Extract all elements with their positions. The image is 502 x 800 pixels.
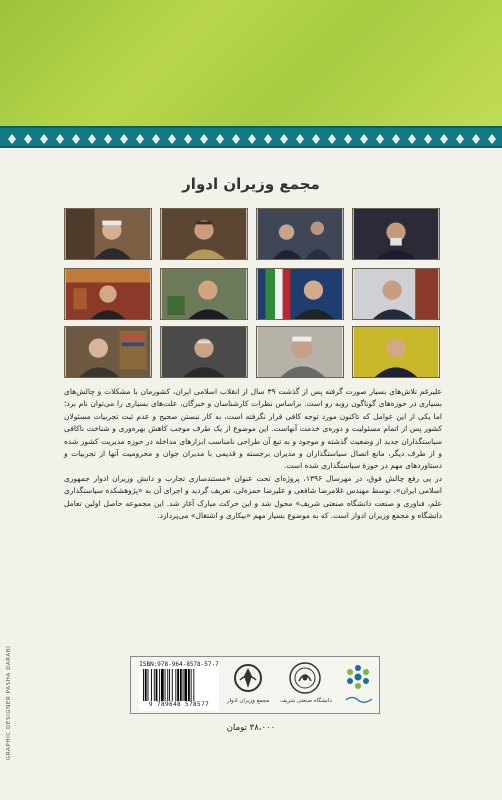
ornament-motif [424, 134, 432, 144]
barcode-bar [143, 669, 144, 701]
barcode-bar [154, 669, 155, 701]
barcode-bar [172, 669, 173, 701]
portrait-photo [64, 268, 152, 320]
barcode-bar [159, 669, 160, 701]
portrait-grid [64, 208, 442, 378]
research-institute-wordmark-icon [344, 694, 374, 704]
ornament-motif [376, 134, 384, 144]
ornament-motif [280, 134, 288, 144]
ornament-motif [184, 134, 192, 144]
ornament-motif [328, 134, 336, 144]
barcode-bar [180, 669, 182, 701]
designer-credit: GRAPHIC DESIGNER PASHA DARABI [6, 645, 12, 760]
ornament-motif [136, 134, 144, 144]
ornament-motif [232, 134, 240, 144]
ornament-pattern-icon [0, 128, 502, 150]
portrait-photo [256, 326, 344, 378]
ornament-motif [24, 134, 32, 144]
ornament-motif [408, 134, 416, 144]
portrait-photo [352, 208, 440, 260]
sharif-university-seal-icon [288, 661, 322, 695]
ornament-motif [120, 134, 128, 144]
ornament-motif [488, 134, 496, 144]
ornament-motif [440, 134, 448, 144]
portrait-photo [160, 208, 248, 260]
ornament-motif [104, 134, 112, 144]
ornament-motif [88, 134, 96, 144]
barcode-digits: 9 789648 578577 [148, 701, 210, 708]
ornament-motif [344, 134, 352, 144]
barcode-bar [165, 669, 166, 701]
barcode-bar [169, 669, 170, 701]
research-institute-logo-icon [343, 662, 373, 692]
barcode-icon [142, 669, 216, 701]
publisher-caption: دانشگاه صنعتی شریف [280, 698, 332, 704]
ornament-motif [56, 134, 64, 144]
ornament-motif [456, 134, 464, 144]
ornament-motif [168, 134, 176, 144]
ornament-motif [296, 134, 304, 144]
isbn-label: ISBN:978-964-8578-57-7 [139, 661, 219, 668]
barcode-bar [156, 669, 158, 701]
ornament-motif [312, 134, 320, 144]
barcode-bar [145, 669, 147, 701]
description-paragraph: در پی رفع چالش فوق، در مهرسال ۱۳۹۶، پروژه‌ای تحت عنوان «مستندسازی تجارب و دانش وزیران ادوار جمهوری اسلامی ایران»، توسط مهندس غلامرضا شافعی و علیرضا حمزه‌لی، تعریف گردید و اجرای آن به «پژوهشکده سیاستگذاری علم، فناوری و صنعت دانشگاه صنعتی شریف» محول شد و این حرکت مبارک آغاز شد. این مجموعه حاصل اولین تعامل دانشگاه و مجمع وزیران ادوار است. که به موضوع بسیار مهم «بیکاری و اشتغال» می‌پردازد. [64, 473, 442, 521]
cover-description [64, 386, 442, 522]
ornament-motif [200, 134, 208, 144]
ornament-motif [392, 134, 400, 144]
ornament-motif [248, 134, 256, 144]
isbn-barcode [139, 661, 219, 711]
portrait-photo [256, 268, 344, 320]
cover-top-green-band [0, 0, 502, 132]
portrait-photo [64, 326, 152, 378]
ornament-motif [264, 134, 272, 144]
ministers-assembly-emblem-icon [232, 662, 264, 694]
barcode-bar [161, 669, 164, 701]
barcode-bar [151, 669, 152, 701]
barcode-bar [193, 669, 194, 701]
ornament-motif [8, 134, 16, 144]
barcode-bar [177, 669, 179, 701]
price-label: ۳۸،۰۰۰ تومان [226, 723, 276, 733]
portrait-photo [160, 326, 248, 378]
barcode-bar [188, 669, 190, 701]
ornament-motif [216, 134, 224, 144]
ornament-motif [152, 134, 160, 144]
barcode-bar [167, 669, 168, 701]
barcode-bar [175, 669, 176, 701]
barcode-bar [183, 669, 184, 701]
ornament-motif [472, 134, 480, 144]
ornament-motif [40, 134, 48, 144]
cover-title: مجمع وزیران ادوار [182, 175, 320, 193]
portrait-photo [256, 208, 344, 260]
portrait-photo [352, 268, 440, 320]
ornament-motif [360, 134, 368, 144]
ornament-motif [72, 134, 80, 144]
barcode-bar [184, 669, 187, 701]
portrait-photo [64, 208, 152, 260]
portrait-photo [160, 268, 248, 320]
portrait-photo [352, 326, 440, 378]
publisher-caption: مجمع وزیران ادوار [226, 698, 270, 704]
barcode-bar [148, 669, 149, 701]
barcode-bar [191, 669, 192, 701]
description-paragraph: علیرغم تلاش‌های بسیار صورت گرفته پس از گذشت ۳۹ سال از انقلاب اسلامی ایران، کشورمان با مشکلات و چالش‌های بسیاری در حوزه‌های گوناگون روبه رو است. براساس نظرات کارشناسان و خبرگان، علت‌های بسیاری را می‌توان نام برد؛ اما یکی از این عوامل که تاکنون مورد توجه کافی قرار نگرفته است، به کار نبستن صحیح و عدم ثبت تجربیات مسئولان کشور پس از اتمام مسئولیت و دوره‌ی خدمت آنهاست. این موضوع از یک طرف موجب کاهش بهره‌وری و شناخت ناکافی سیاستگذاران جدید از وضعیت گذشته و موجود و به تبع آن طراحی نامناسب ابزارهای مداخله در حوزه مدیریت کشور شده و از طرف دیگر، مانع اتصال سیاستگذاران و مدیران برجسته و قدیمی با مدیران جوان و محرومیت آنها از تجربیات و دستاوردهای مهم در حوزهٔ سیاستگذاری شده است. [64, 387, 443, 471]
cover-ornament-border [0, 126, 502, 148]
